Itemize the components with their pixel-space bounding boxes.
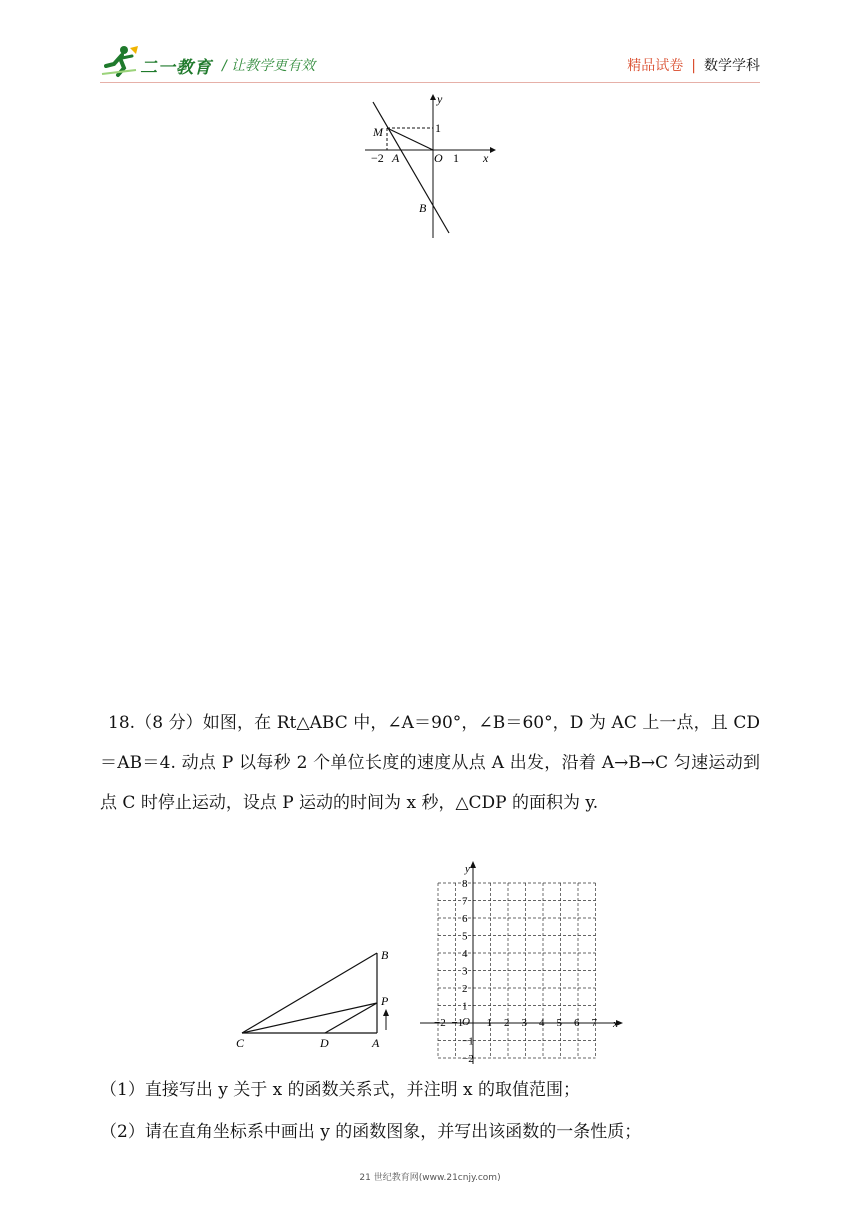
x-tick-label: −2 [434, 1017, 446, 1029]
label-a: A [372, 1036, 380, 1050]
label-y: y [437, 92, 443, 106]
label-b: B [419, 201, 427, 215]
label-p: P [381, 994, 389, 1008]
x-tick-label: 4 [539, 1017, 545, 1029]
y-tick-label: 8 [462, 878, 468, 890]
label-origin: O [462, 1016, 470, 1028]
y-tick-label: 2 [462, 983, 468, 995]
figure-coordinate-line [355, 90, 505, 240]
x-tick-label: 6 [574, 1017, 580, 1029]
y-tick-label: 5 [462, 930, 468, 943]
figure-triangle [230, 940, 410, 1055]
question-number: 18. [108, 713, 136, 733]
figure-grid [420, 858, 630, 1068]
label-x: x [613, 1018, 618, 1030]
label-y: y [465, 863, 470, 875]
y-tick-label: 7 [462, 895, 468, 908]
y-tick-label: −2 [462, 1053, 474, 1065]
header-label-subject: 数学学科 [704, 58, 760, 74]
runner-logo-icon [100, 44, 140, 78]
label-m: M [373, 125, 383, 139]
x-tick-label: 5 [556, 1017, 562, 1029]
y-axis-arrow [430, 94, 436, 100]
logo-text: 二一教育 [140, 58, 212, 78]
label-c: C [236, 1036, 245, 1050]
y-tick-labels [462, 878, 474, 1065]
x-axis-arrow [490, 147, 496, 153]
y-tick-label: 4 [462, 948, 468, 960]
header-divider [100, 82, 760, 83]
y-tick-label: 1 [462, 1000, 468, 1013]
x-tick-label: −1 [451, 1017, 464, 1029]
label-d: D [320, 1036, 329, 1050]
sub-question-1: （1）直接写出 y 关于 x 的函数关系式，并注明 x 的取值范围； [100, 1080, 581, 1100]
x-tick-label: 7 [591, 1017, 597, 1029]
question-18 [100, 703, 760, 823]
header-right [627, 55, 760, 75]
header-label-premium: 精品试卷 [627, 58, 684, 74]
label-x: x [483, 151, 489, 165]
segment-cp [242, 1003, 377, 1033]
y-tick-label: 3 [462, 965, 468, 978]
sub-question-2: （2）请在直角坐标系中画出 y 的函数图象，并写出该函数的一条性质； [100, 1122, 642, 1142]
header-separator: | [691, 58, 696, 74]
segment-dp [325, 1003, 377, 1033]
page-header [0, 0, 860, 90]
label-o: O [434, 151, 443, 165]
header-slogan: / 让教学更有效 [222, 58, 316, 74]
label-one-y: 1 [435, 121, 441, 135]
label-one-x: 1 [453, 151, 459, 165]
x-tick-label: 2 [504, 1017, 510, 1029]
x-tick-label: 1 [486, 1017, 492, 1029]
page-footer: 21 世纪教育网(www.21cnjy.com) [359, 1173, 501, 1183]
x-tick-label: 3 [521, 1017, 527, 1029]
label-neg2: −2 [371, 151, 384, 165]
y-tick-label: −1 [462, 1035, 474, 1048]
y-tick-label: 6 [462, 913, 468, 925]
motion-arrow-head [383, 1009, 389, 1016]
label-a: A [392, 151, 400, 165]
label-b: B [381, 948, 389, 962]
side-cb [242, 953, 377, 1033]
question-text: （8 分）如图，在 Rt△ABC 中，∠A＝90°，∠B＝60°，D 为 AC 上一点，且 CD＝AB＝4. 动点 P 以每秒 2 个单位长度的速度从点 A 出发，沿着 A→B→C 匀速运动到点 C 时停止运动，设点 P 运动的时间为 x 秒，△CDP 的面积为 y. [100, 713, 760, 813]
y-axis-arrow [470, 861, 476, 868]
